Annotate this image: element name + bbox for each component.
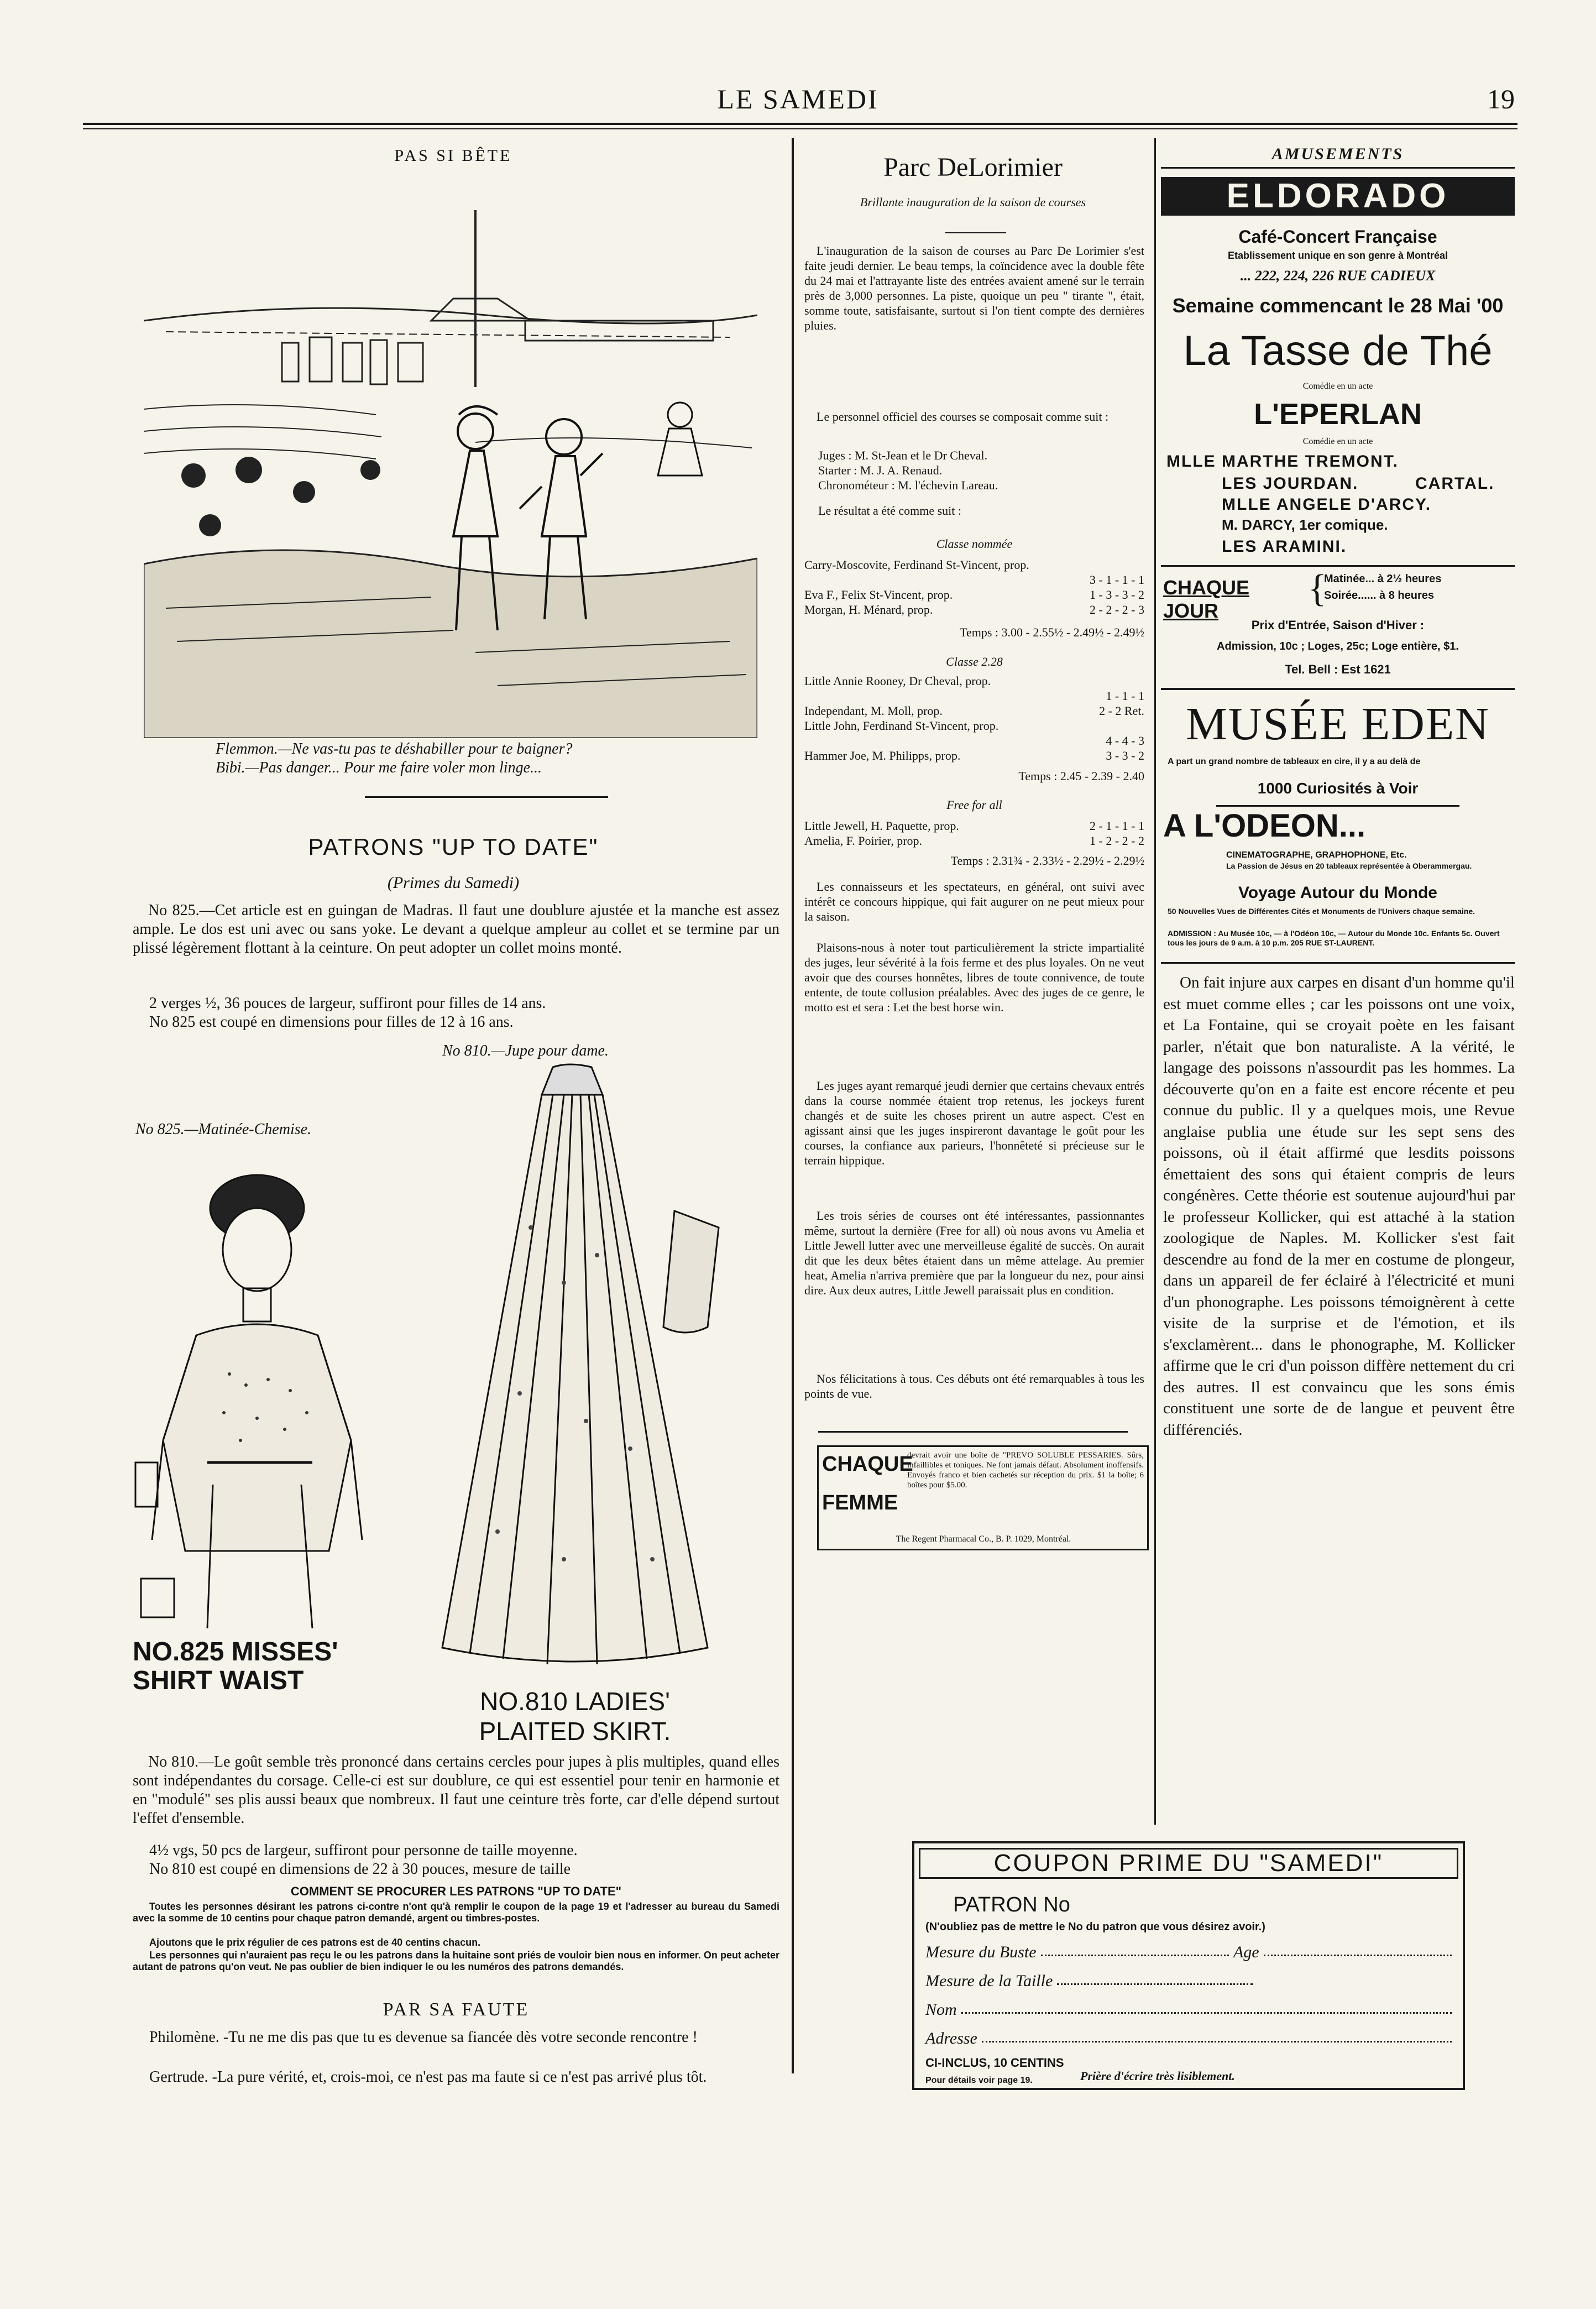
parc-para-7: Nos félicitations à tous. Ces débuts ont été remarquables à tous les points de vue.: [804, 1372, 1144, 1401]
plaited-skirt-illustration: [420, 1062, 730, 1681]
race-1-title: Classe nommée: [936, 537, 1013, 551]
race-2-entry: [804, 703, 1144, 719]
chaque-label: CHAQUE: [822, 1453, 913, 1476]
race-3-entry-result: 2 - 1 - 1 - 1: [1090, 819, 1144, 833]
race-2-title: Classe 2.28: [946, 655, 1003, 668]
taille-row: [925, 1972, 1257, 1991]
brace-icon: {: [1308, 567, 1327, 610]
show-1-sub: Comédie en un acte: [1302, 382, 1373, 391]
race-3-entry: [804, 833, 1144, 849]
coupon-ecrire: Prière d'écrire très lisiblement.: [1080, 2069, 1235, 2083]
cartoon-caption-1: Flemmon.—Ne vas-tu pas te déshabiller pour te baigner?: [216, 740, 573, 758]
coupon-title: COUPON PRIME DU "SAMEDI": [919, 1848, 1458, 1879]
venue-subtitle: Café-Concert Française: [1238, 227, 1437, 247]
parc-subtitle: Brillante inauguration de la saison de courses: [860, 195, 1086, 209]
adresse-field[interactable]: [982, 2029, 1452, 2042]
eden-voyage: Voyage Autour du Monde: [1238, 884, 1437, 902]
show-2-title: L'EPERLAN: [1254, 398, 1422, 431]
cartoon-illustration: [144, 177, 757, 738]
howto-1: Toutes les personnes désirant les patrons ci-contre n'ont qu'à remplir le coupon de la page 19 et l'adresser au bureau du Samedi avec la somme de 10 centins pour chaque patron demandé, argent ou timbres-postes.: [133, 1901, 779, 1924]
faute-line-1: Philomène. -Tu ne me dis pas que tu es devenue sa fiancée dès votre seconde rencontre !: [149, 2029, 698, 2046]
page-number: 19: [1487, 83, 1515, 114]
adresse-row: [925, 2029, 1456, 2048]
official-judges: Juges : M. St-Jean et le Dr Cheval.: [818, 448, 988, 462]
cast-4: MLLE ANGELE D'ARCY.: [1222, 495, 1432, 514]
parc-para-4: Plaisons-nous à noter tout particulièrement la stricte impartialité des juges, leur sévérité à la fois ferme et des plus loyales. On ne veut avoir que des courses honnêtes, libres de toute connivence, de toute entente, de toute collusion préalables. Avec des juges de ce genre, le motto est et sera : Let the best horse win.: [804, 941, 1144, 1014]
race-3-entry-result: 1 - 2 - 2 - 2: [1090, 834, 1144, 848]
race-3-entry-name: Amelia, F. Poirier, prop.: [804, 834, 923, 848]
taille-field[interactable]: [1057, 1972, 1253, 1985]
howto-2: Ajoutons que le prix régulier de ces patrons est de 40 centins chacun.: [149, 1937, 481, 1948]
race-1-entry-name: Morgan, H. Ménard, prop.: [804, 603, 933, 617]
parc-title: Parc DeLorimier: [883, 153, 1063, 182]
patrons-para-4: No 810.—Le goût semble très prononcé dans certains cercles pour jupes à plis multiples, quand elles sont indépendantes du corsage. Celle-ci est sur doublure, ce qui est essentiel pour tenir en harmonie et en "modulé" ses plis aussi beaux que nombreux. Il faut une ceinture très forte, car d'elle dépend surtout l'effet d'ensemble.: [133, 1753, 779, 1827]
soiree-time: Soirée...... à 8 heures: [1324, 589, 1434, 602]
faute-title: PAR SA FAUTE: [383, 1999, 530, 2020]
parc-para-2: Le personnel officiel des courses se composait comme suit :: [817, 410, 1109, 424]
carpes-article: On fait injure aux carpes en disant d'un homme qu'il est muet comme elles ; car les poissons ont une voix, et La Fontaine, qui se croyait poète en les faisant parler, n'était que bon naturaliste. A la vérité, le langage des poissons n'assourdit pas les hommes. La découverte qu'on en a faite est encore récente et peu connue du public. Il y a quelques mois, une Revue anglaise publia une étude sur les sept sens des poissons, où il était affirmé que lesdits poissons émettaient des sons qui étaient compris de leurs congénères. Cette théorie est soutenue aujourd'hui par le professeur Kollicker, qui est attaché à la station zoologique de Naples. M. Kollicker s'est fait descendre au fond de la mer en costume de plongeur, dans un appareil de fer éclairé à l'électricité et muni d'un phonographe. Les poissons témoignèrent à cette visite de la surprise et de l'émotion, et ils s'exclamèrent... dans le phonographe, M. Kollicker affirme que le cri d'un poisson diffère nettement du cri des autres. Il est convaincu que les sons émis constituent une sorte de de langue et peuvent être différenciés.: [1163, 974, 1515, 1439]
race-2-time: Temps : 2.45 - 2.39 - 2.40: [1018, 769, 1144, 783]
eden-admission: ADMISSION : Au Musée 10c, — à l'Odéon 10c, — Autour du Monde 10c. Enfants 5c. Ouvert tous les jours de 9 a.m. à 10 p.m. 205 RUE ST-LAURENT.: [1168, 929, 1500, 947]
venue-title: ELDORADO: [1161, 177, 1515, 216]
race-2-entry-result: 1 - 1 - 1: [1106, 689, 1144, 703]
race-2-entry-result: 4 - 4 - 3: [1106, 734, 1144, 748]
patrons-title: PATRONS "UP TO DATE": [308, 834, 599, 860]
masthead-title: LE SAMEDI: [717, 83, 879, 114]
prices-title: Prix d'Entrée, Saison d'Hiver :: [1251, 618, 1425, 632]
race-3-entry: [804, 818, 1144, 834]
taille-label: Mesure de la Taille: [925, 1972, 1053, 1990]
eden-rule: [1216, 805, 1459, 807]
race-1-entry: [804, 602, 1144, 618]
show-1-title: La Tasse de Thé: [1183, 327, 1493, 374]
cast-6: LES ARAMINI.: [1222, 537, 1347, 556]
eden-end-rule: [1161, 962, 1515, 964]
eden-vues: 50 Nouvelles Vues de Différentes Cités et Monuments de l'Univers chaque semaine.: [1168, 907, 1475, 916]
buste-row: [925, 1943, 1456, 1962]
label-810-line2: PLAITED SKIRT.: [479, 1717, 671, 1746]
prices: Admission, 10c ; Loges, 25c; Loge entière, $1.: [1217, 640, 1459, 652]
race-1-entry-result: 3 - 1 - 1 - 1: [1090, 573, 1144, 587]
venue-desc: Etablissement unique en son genre à Montréal: [1227, 250, 1448, 261]
race-2-entry-name: Little Annie Rooney, Dr Cheval, prop.: [804, 674, 991, 688]
race-1-time: Temps : 3.00 - 2.55½ - 2.49½ - 2.49½: [960, 625, 1144, 639]
shirt-waist-illustration: [130, 1153, 384, 1628]
label-825-line2: SHIRT WAIST: [133, 1666, 304, 1695]
nom-field[interactable]: [961, 2000, 1452, 2014]
race-3-entry-name: Little Jewell, H. Paquette, prop.: [804, 819, 959, 833]
race-1-entry-result: 2 - 2 - 2 - 3: [1090, 603, 1144, 617]
matinee-time: Matinée... à 2½ heures: [1324, 573, 1442, 585]
race-2-entry-result: 3 - 3 - 2: [1106, 749, 1144, 762]
howto-3: Les personnes qui n'auraient pas reçu le ou les patrons dans la huitaine sont priés de vouloir bien nous en informer. On peut acheter autant de patrons qu'on veut. Ne pas oublier de bien indiquer le ou les numéros des patrons demandés.: [133, 1950, 779, 1972]
cast-2: LES JOURDAN.: [1222, 474, 1359, 493]
race-3-time: Temps : 2.31¾ - 2.33½ - 2.29½ - 2.29½: [950, 854, 1144, 868]
eden-passion: La Passion de Jésus en 20 tableaux représentée à Oberammergau.: [1226, 861, 1472, 870]
amusements-mid-rule: [1161, 565, 1515, 567]
patrons-para-2: 2 verges ½, 36 pouces de largeur, suffiront pour filles de 14 ans.: [149, 995, 546, 1012]
parc-rule: [945, 232, 1006, 233]
nom-row: [925, 2000, 1456, 2019]
parc-para-6: Les trois séries de courses ont été intéressantes, passionnantes même, surtout la dernière (Free for all) où nous avons vu Amelia et Little Jewell lutter avec une merveilleuse égalité de succès. On aurait dit que les deux bêtes étaient dans un même attelage. Au premier heat, Amelia n'arriva première que par la longueur du nez, pour ainsi dire. Aux deux autres, Little Jewell paraissait plus en condition.: [804, 1209, 1144, 1297]
chaque-femme-address: The Regent Pharmacal Co., B. P. 1029, Montréal.: [896, 1534, 1071, 1544]
week-line: Semaine commencant le 28 Mai '00: [1172, 294, 1504, 317]
cartoon-title: PAS SI BÊTE: [394, 147, 512, 165]
odeon-title: A L'ODEON...: [1163, 808, 1366, 844]
buste-label: Mesure du Buste: [925, 1943, 1037, 1961]
faute-line-2: Gertrude. -La pure vérité, et, crois-moi, ce n'est pas ma faute si ce n'est pas arrivé plus tôt.: [149, 2068, 707, 2086]
patrons-para-3: No 825 est coupé en dimensions pour filles de 12 à 16 ans.: [149, 1014, 514, 1031]
coupon-reminder: (N'oubliez pas de mettre le No du patron que vous désirez avoir.): [925, 1921, 1265, 1933]
result-intro: Le résultat a été comme suit :: [818, 504, 962, 518]
amusements-rule: [1161, 167, 1515, 169]
venue-address: ... 222, 224, 226 RUE CADIEUX: [1240, 268, 1436, 284]
race-1-entry-name: Carry-Moscovite, Ferdinand St-Vincent, prop.: [804, 558, 1029, 572]
patrons-para-1: No 825.—Cet article est en guingan de Madras. Il faut une doublure ajustée et la manche est assez ample. Le dos est uni avec ou sans yoke. Le devant a quelque ampleur au collet et se termine par un plissé légèrement flottant à la ceinture. On peut adopter un collet moins monté.: [133, 902, 779, 957]
column-rule-right: [1154, 138, 1156, 1825]
masthead-rule: [83, 123, 1517, 125]
coupon-inclus: CI-INCLUS, 10 CENTINS: [925, 2056, 1064, 2070]
official-timer: Chronométeur : M. l'échevin Lareau.: [818, 478, 998, 492]
amusements-header: AMUSEMENTS: [1271, 145, 1404, 163]
age-field[interactable]: [1264, 1943, 1452, 1956]
race-1-entry-result: 1 - 3 - 3 - 2: [1090, 588, 1144, 602]
parc-end-rule: [818, 1431, 1128, 1433]
buste-field[interactable]: [1041, 1943, 1229, 1956]
race-2-entry-name: Independant, M. Moll, prop.: [804, 704, 943, 718]
cast-5: M. DARCY, 1er comique.: [1222, 516, 1388, 533]
parc-para-5: Les juges ayant remarqué jeudi dernier que certains chevaux entrés dans la course nommée étaient trop retenus, les jockeys furent changés et de suite les choses prirent un autre aspect. C'est en agissant ainsi que les juges inspireront davantage le goût pour les courses, la confiance aux parieurs, l'honnêteté si précieuse sur le terrain hippique.: [804, 1079, 1144, 1167]
chaque-femme-ad: [817, 1445, 1149, 1550]
show-2-sub: Comédie en un acte: [1302, 437, 1373, 446]
race-2-entry-result: 2 - 2 Ret.: [1099, 704, 1144, 718]
caption-810: No 810.—Jupe pour dame.: [442, 1042, 609, 1059]
race-1-entry: [804, 587, 1144, 603]
parc-para-3: Les connaisseurs et les spectateurs, en général, ont suivi avec intérêt ce concours hippique, qui fait augurer on ne peut mieux pour la saison.: [804, 880, 1144, 923]
cast-1: MLLE MARTHE TREMONT.: [1166, 452, 1399, 471]
eden-desc: A part un grand nombre de tableaux en cire, il y a au delà de: [1168, 757, 1421, 766]
label-810-line1: NO.810 LADIES': [480, 1687, 670, 1716]
tel: Tel. Bell : Est 1621: [1285, 662, 1391, 676]
race-2-entry: [804, 673, 1144, 704]
eden-cine: CINEMATOGRAPHE, GRAPHOPHONE, Etc.: [1226, 850, 1407, 860]
official-starter: Starter : M. J. A. Renaud.: [818, 463, 943, 477]
eden-curiosites: 1000 Curiosités à Voir: [1257, 780, 1419, 797]
patrons-subtitle: (Primes du Samedi): [387, 874, 520, 892]
cartoon-caption-2: Bibi.—Pas danger... Pour me faire voler mon linge...: [216, 759, 542, 776]
masthead-rule-thin: [83, 128, 1517, 129]
race-3-title: Free for all: [946, 798, 1002, 812]
howto-title: COMMENT SE PROCURER LES PATRONS "UP TO DATE": [290, 1884, 622, 1898]
parc-para-1: L'inauguration de la saison de courses au Parc De Lorimier s'est faite jeudi dernier. Le beau temps, la coïncidence avec la double fête du 24 mai et l'attrayante liste des entrées avaient amené sur le terrain près de 3,000 personnes. La piste, quoique un peu " tirante ", était, somme toute, satisfaisante, surtout si l'on tient compte des dernières pluies.: [804, 244, 1144, 332]
age-label: Age: [1233, 1943, 1259, 1961]
race-2-entry-name: Little John, Ferdinand St-Vincent, prop.: [804, 719, 999, 733]
column-rule-left: [792, 138, 794, 2073]
adresse-label: Adresse: [925, 2029, 977, 2047]
coupon-details: Pour détails voir page 19.: [925, 2076, 1033, 2085]
cartoon-rule: [365, 796, 608, 798]
race-2-entry-name: Hammer Joe, M. Philipps, prop.: [804, 749, 961, 762]
cast-3: CARTAL.: [1415, 474, 1495, 493]
patron-no: PATRON No: [953, 1893, 1070, 1916]
chaque-femme-text: devrait avoir une boîte de "PREVO SOLUBLE PESSARIES. Sûrs, infaillibles et toniques. Ne font jamais défaut. Absolument inoffensifs. Envoyés franco et bien cachetés sur réception du prix. $1 la boîte; 6 boîtes pour $5.00.: [907, 1451, 1144, 1490]
eden-title: MUSÉE EDEN: [1186, 698, 1490, 750]
amusements-end-rule: [1161, 688, 1515, 690]
patrons-para-5: 4½ vgs, 50 pcs de largeur, suffiront pour personne de taille moyenne.: [149, 1842, 578, 1859]
caption-825: No 825.—Matinée-Chemise.: [135, 1121, 312, 1138]
coupon-box: [912, 1841, 1465, 2090]
femme-label: FEMME: [822, 1491, 898, 1514]
chaque-jour: CHAQUE JOUR: [1163, 576, 1250, 622]
race-2-entry: [804, 748, 1144, 764]
nom-label: Nom: [925, 2000, 957, 2019]
race-2-entry: [804, 718, 1144, 749]
race-1-entry-name: Eva F., Felix St-Vincent, prop.: [804, 588, 953, 602]
patrons-para-6: No 810 est coupé en dimensions de 22 à 30 pouces, mesure de taille: [149, 1861, 571, 1878]
label-825-line1: NO.825 MISSES': [133, 1637, 338, 1667]
race-1-entry: [804, 557, 1144, 588]
